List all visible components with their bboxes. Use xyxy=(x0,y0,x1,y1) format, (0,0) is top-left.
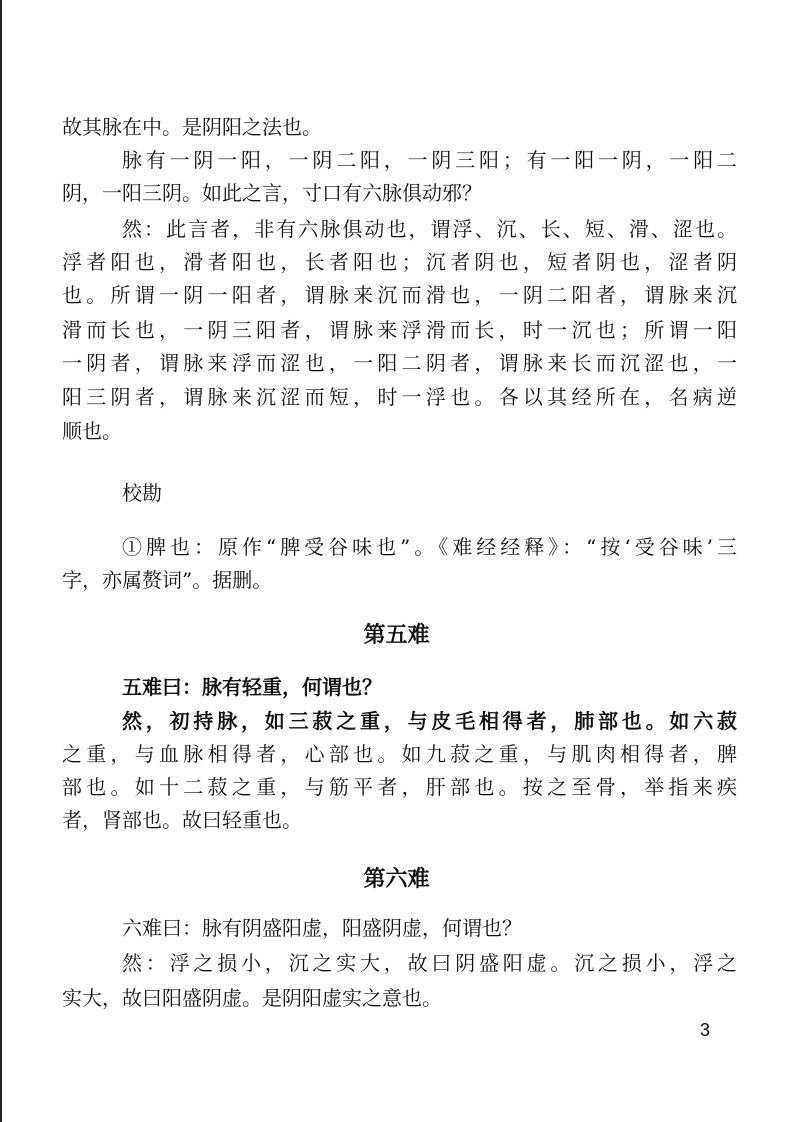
page-number: 3 xyxy=(700,1020,711,1040)
notes-heading: 校勘 xyxy=(122,481,162,505)
section-title: 第六难 xyxy=(363,867,430,892)
section-title: 第五难 xyxy=(363,623,430,648)
text-line: 者，肾部也。故曰轻重也。 xyxy=(62,808,302,832)
text-line: 实大，故曰阳盛阴虚。是阴阳虚实之意也。 xyxy=(62,986,442,1010)
note-line: 字，亦属赘词”。据删。 xyxy=(62,568,273,592)
text-line: 顺也。 xyxy=(62,419,122,443)
text-line: 脉有一阴一阳，一阴二阳，一阴三阳；有一阳一阴，一阳二 xyxy=(122,148,737,172)
text-line: 六难曰：脉有阴盛阳虚，阳盛阴虚，何谓也？ xyxy=(122,916,522,940)
scan-edge xyxy=(0,0,2,1122)
text-line: 故其脉在中。是阴阳之法也。 xyxy=(62,115,322,139)
text-line: 浮者阳也，滑者阳也，长者阳也；沉者阴也，短者阴也，涩者阴 xyxy=(62,250,737,274)
note-line: ①脾也：原作“脾受谷味也”。《难经经释》：“按‘受谷味’三 xyxy=(122,535,737,559)
text-line: 一阴者，谓脉来浮而涩也，一阳二阴者，谓脉来长而沉涩也，一 xyxy=(62,351,737,375)
text-line: 然：此言者，非有六脉俱动也，谓浮、沉、长、短、滑、涩也。 xyxy=(122,217,737,241)
text-line: 然：浮之损小，沉之实大，故曰阴盛阳虚。沉之损小，浮之 xyxy=(122,951,737,975)
text-line: 阳三阴者，谓脉来沉涩而短，时一浮也。各以其经所在，名病逆 xyxy=(62,385,737,409)
text-line: 也。所谓一阴一阳者，谓脉来沉而滑也，一阴二阳者，谓脉来沉 xyxy=(62,283,737,307)
text-line: 部也。如十二菽之重，与筋平者，肝部也。按之至骨，举指来疾 xyxy=(62,775,737,799)
text-line: 然，初持脉，如三菽之重，与皮毛相得者，肺部也。如六菽 xyxy=(122,709,737,733)
text-line: 滑而长也，一阴三阳者，谓脉来浮滑而长，时一沉也；所谓一阳 xyxy=(62,318,737,342)
text-line: 五难曰：脉有轻重，何谓也？ xyxy=(122,675,382,699)
text-line: 阴，一阳三阴。如此之言，寸口有六脉俱动邪？ xyxy=(62,181,482,205)
text-line: 之重，与血脉相得者，心部也。如九菽之重，与肌肉相得者，脾 xyxy=(62,742,737,766)
